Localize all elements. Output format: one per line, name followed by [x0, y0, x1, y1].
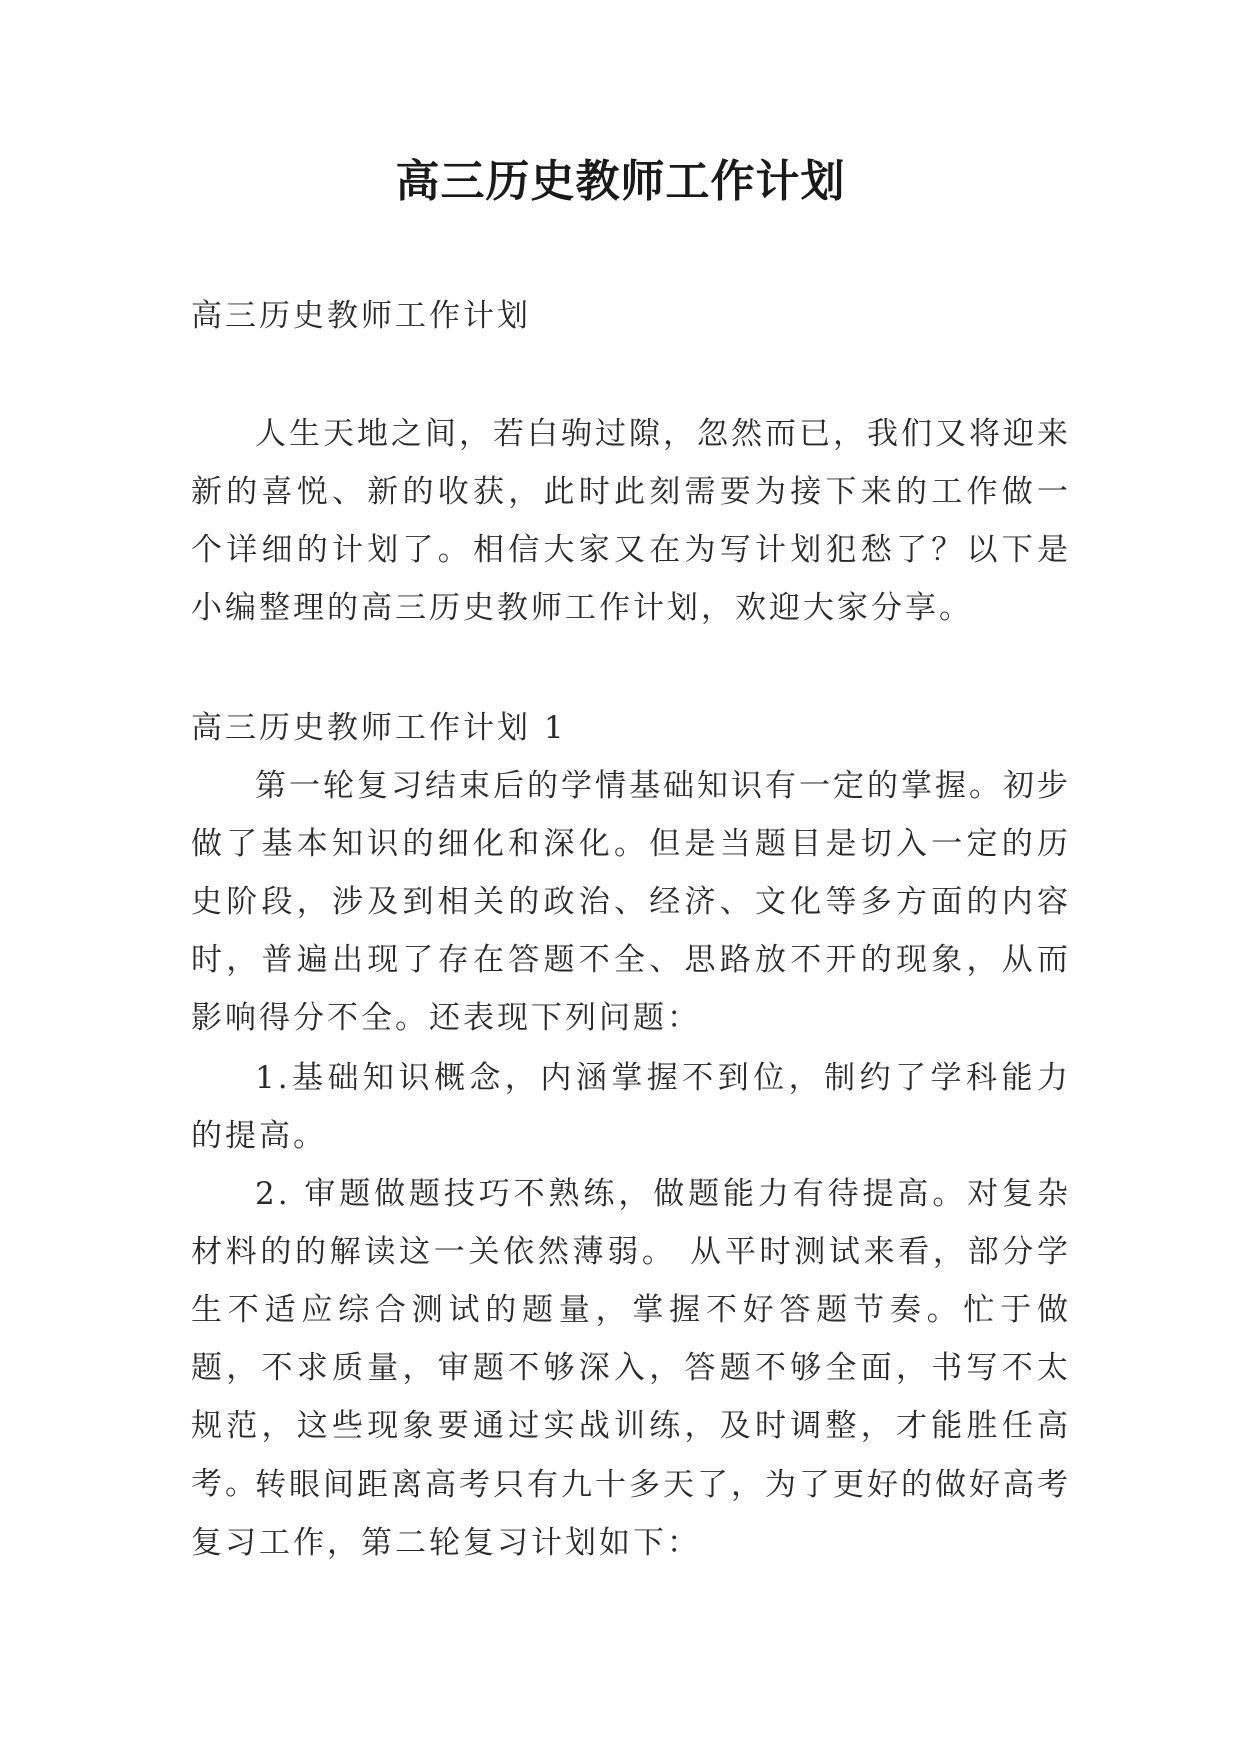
- body-paragraph: 第一轮复习结束后的学情基础知识有一定的掌握。初步做了基本知识的细化和深化。但是当题目是切入一定的历史阶段，涉及到相关的政治、经济、文化等多方面的内容时，普遍出现了存在答题不全、思路放不开的现象，从而影响得分不全。还表现下列问题：: [191, 768, 1071, 1036]
- document-subtitle: 高三历史教师工作计划: [191, 298, 531, 334]
- body-paragraph: 转眼间距离高考只有九十多天了，为了更好的做好高考复习工作，第二轮复习计划如下：: [191, 1467, 1071, 1561]
- section-heading: 高三历史教师工作计划 1: [191, 710, 567, 746]
- document-title: 高三历史教师工作计划: [395, 156, 846, 207]
- list-item: 1.基础知识概念，内涵掌握不到位，制约了学科能力的提高。: [191, 1060, 1071, 1154]
- list-item: 2. 审题做题技巧不熟练，做题能力有待提高。对复杂材料的的解读这一关依然薄弱。 从平时测试来看，部分学生不适应综合测试的题量，掌握不好答题节奏。忙于做题，不求质量，审题不够深入，答题不够全面，书写不太规范，这些现象要通过实战训练，及时调整，才能胜任高考。: [191, 1176, 1071, 1502]
- intro-paragraph: 人生天地之间，若白驹过隙，忽然而已，我们又将迎来新的喜悦、新的收获，此时此刻需要为接下来的工作做一个详细的计划了。相信大家又在为写计划犯愁了？以下是小编整理的高三历史教师工作计划，欢迎大家分享。: [191, 416, 1071, 626]
